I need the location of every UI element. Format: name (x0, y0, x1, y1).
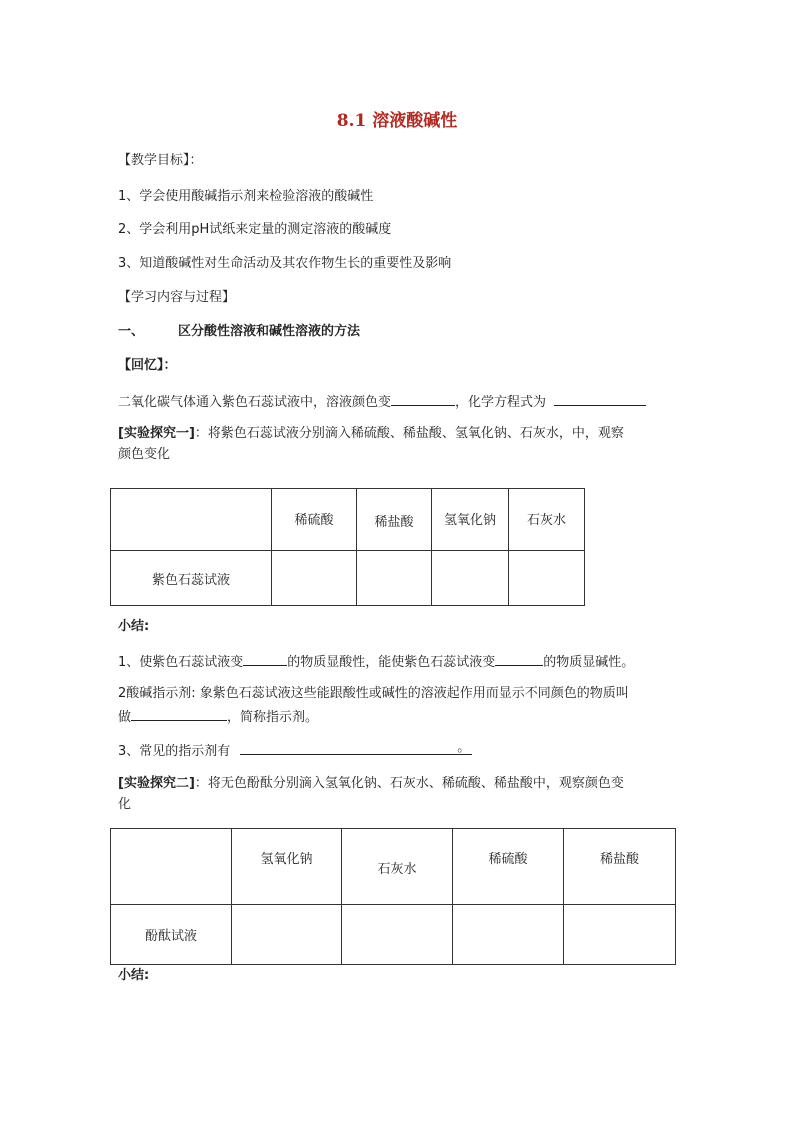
table-row-label: 酚酞试液 (111, 905, 232, 965)
summary1-item1 (118, 651, 634, 672)
summary1-item1-text-c: 的物质显碱性。 (543, 655, 635, 670)
summary1-item2-text-b: ，简称指示剂。 (227, 710, 319, 725)
exp1-line1 (118, 425, 624, 443)
section-title: 区分酸性溶液和碱性溶液的方法 (178, 324, 361, 339)
summary2-heading: 小结: (118, 968, 150, 983)
table-header-cell: 稀盐酸 (357, 489, 432, 551)
table-header-cell: 石灰水 (342, 829, 453, 905)
summary1-item2-line1: 2酸碱指示剂: 象紫色石蕊试液这些能跟酸性或碱性的溶液起作用而显示不同颜色的物质叫 (118, 686, 629, 701)
summary1-item3-end: 。 (457, 740, 471, 755)
table-header-cell: 氢氧化钠 (232, 829, 342, 905)
summary1-item3-text: 3、常见的指示剂有 (118, 744, 231, 759)
exp2-label: [实验探究二] (118, 776, 195, 791)
summary1-item1-text-a: 1、使紫色石蕊试液变 (118, 655, 244, 670)
summary1-heading: 小结: (118, 619, 150, 634)
table-cell-input[interactable] (564, 905, 676, 965)
table-cell-input[interactable] (432, 551, 509, 606)
table-cell-input[interactable] (453, 905, 564, 965)
table-header-cell: 稀硫酸 (453, 829, 564, 905)
objective-item-1: 1、学会使用酸碱指示剂来检验溶液的酸碱性 (118, 189, 374, 204)
table-phenolphthalein (110, 828, 676, 965)
exp1-label: [实验探究一] (118, 426, 195, 441)
table-cell-input[interactable] (232, 905, 342, 965)
exp2-line1 (118, 775, 624, 793)
recall-text-b: ，化学方程式为 (455, 395, 547, 410)
base-color-blank[interactable] (495, 651, 543, 666)
indicator-definition-blank[interactable] (131, 706, 227, 721)
table-header-cell: 稀硫酸 (272, 489, 357, 551)
common-indicators-blank[interactable] (240, 740, 472, 755)
exp1-text-line1: ：将紫色石蕊试液分别滴入稀硫酸、稀盐酸、氢氧化钠、石灰水，中，观察 (194, 426, 624, 441)
table-header-cell (111, 489, 272, 551)
table-header-cell: 稀盐酸 (564, 829, 676, 905)
exp2-text-line2: 化 (118, 797, 132, 812)
page-title: 8.1 溶液酸碱性 (336, 111, 458, 131)
summary1-item2-text-a: 做 (118, 710, 132, 725)
recall-equation-blank[interactable] (554, 391, 646, 406)
recall-text-a: 二氧化碳气体通入紫色石蕊试液中，溶液颜色变 (118, 395, 392, 410)
summary1-item2-line2 (118, 706, 318, 727)
summary1-item3 (118, 740, 472, 761)
table-header-row (111, 829, 676, 905)
table-header-cell: 氢氧化钠 (432, 489, 509, 551)
table-header-cell (111, 829, 232, 905)
table-header-cell: 石灰水 (509, 489, 585, 551)
acid-color-blank[interactable] (243, 651, 287, 666)
table-cell-input[interactable] (357, 551, 432, 606)
content-heading: 【学习内容与过程】 (118, 290, 236, 305)
objective-item-2: 2、学会利用pH试纸来定量的测定溶液的酸碱度 (118, 222, 392, 237)
table-cell-input[interactable] (509, 551, 585, 606)
table-litmus (110, 488, 585, 606)
table-row (111, 551, 585, 606)
objectives-heading: 【教学目标】： (118, 153, 203, 168)
table-row (111, 905, 676, 965)
summary1-item1-text-b: 的物质显酸性，能使紫色石蕊试液变 (287, 655, 496, 670)
recall-heading: 【回忆】： (118, 358, 177, 373)
recall-line (118, 391, 646, 412)
section-number: 一、 (118, 324, 145, 339)
exp2-text-line1: ：将无色酚酞分别滴入氢氧化钠、石灰水、稀硫酸、稀盐酸中，观察颜色变 (194, 776, 624, 791)
table-header-row (111, 489, 585, 551)
table-cell-input[interactable] (342, 905, 453, 965)
recall-color-blank[interactable] (391, 391, 455, 406)
exp1-text-line2: 颜色变化 (118, 447, 171, 462)
table-row-label: 紫色石蕊试液 (111, 551, 272, 606)
table-cell-input[interactable] (272, 551, 357, 606)
objective-item-3: 3、知道酸碱性对生命活动及其农作物生长的重要性及影响 (118, 256, 452, 271)
